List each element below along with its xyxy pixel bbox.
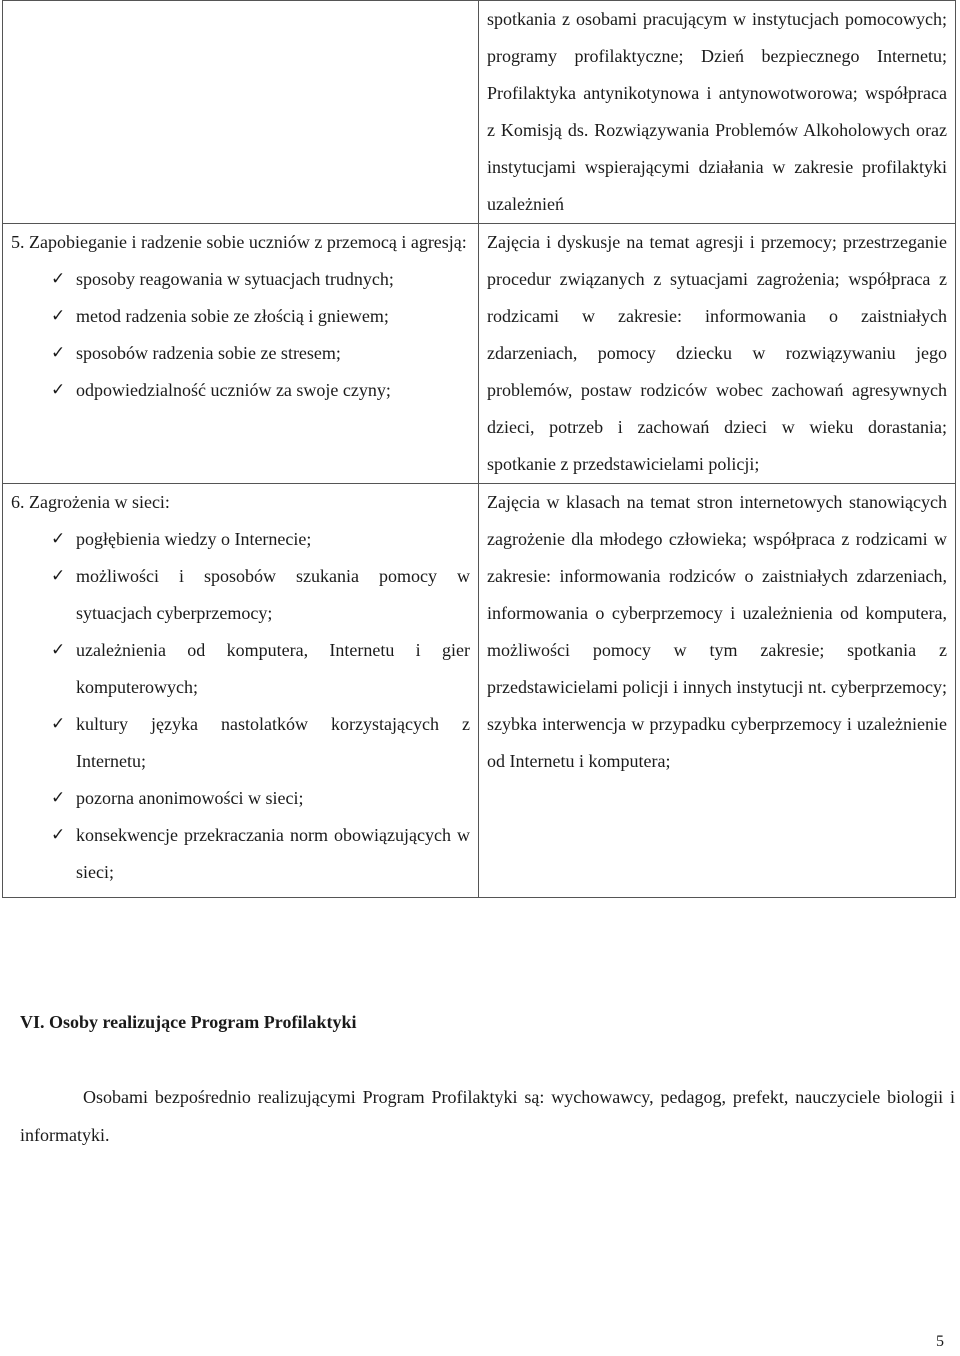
- row6-list: [11, 521, 470, 891]
- list-item: ✓ możliwości i sposobów szukania pomocy w sytuacjach cyberprzemocy;: [11, 558, 470, 632]
- row-top-right-cell: [479, 1, 956, 224]
- checkmark-icon: ✓: [51, 529, 66, 549]
- table-row: [3, 1, 956, 224]
- checkmark-icon: ✓: [51, 343, 66, 363]
- checkmark-icon: ✓: [51, 788, 66, 808]
- table-row: [3, 484, 956, 898]
- row-top-right-text: spotkania z osobami pracującym w instytucjach pomocowych; programy profilaktyczne; Dzień bezpiecznego Internetu; Profilaktyka antynikotynowa i antynowotworowa; współpraca z Komisją ds. Rozwiązywania Problemów Alkoholowych oraz instytucjami wspierającymi działania w zakresie profilaktyki uzależnień: [487, 9, 947, 214]
- program-table: [2, 0, 956, 898]
- row5-left-cell: [3, 224, 479, 484]
- row6-right-cell: [479, 484, 956, 898]
- list-item: ✓ kultury języka nastolatków korzystających z Internetu;: [11, 706, 470, 780]
- checkmark-icon: ✓: [51, 566, 66, 586]
- table-row: [3, 224, 956, 484]
- row5-title: 5. Zapobieganie i radzenie sobie uczniów z przemocą i agresją:: [11, 232, 467, 252]
- checkmark-icon: ✓: [51, 380, 66, 400]
- row5-right-cell: [479, 224, 956, 484]
- list-item: ✓ sposoby reagowania w sytuacjach trudnych;: [11, 261, 470, 298]
- section-heading: VI. Osoby realizujące Program Profilaktyki: [20, 1012, 357, 1032]
- row5-list: [11, 261, 470, 409]
- list-item: ✓ odpowiedzialność uczniów za swoje czyny;: [11, 372, 470, 409]
- checkmark-icon: ✓: [51, 714, 66, 734]
- list-item: ✓ pogłębienia wiedzy o Internecie;: [11, 521, 470, 558]
- row6-title: 6. Zagrożenia w sieci:: [11, 492, 170, 512]
- list-item: ✓ uzależnienia od komputera, Internetu i gier komputerowych;: [11, 632, 470, 706]
- list-item: ✓ pozorna anonimowości w sieci;: [11, 780, 470, 817]
- checkmark-icon: ✓: [51, 640, 66, 660]
- list-item: ✓ metod radzenia sobie ze złością i gniewem;: [11, 298, 470, 335]
- checkmark-icon: ✓: [51, 269, 66, 289]
- section-paragraph: Osobami bezpośrednio realizującymi Program Profilaktyki są: wychowawcy, pedagog, prefekt, nauczyciele biologii i informatyki.: [20, 1087, 955, 1145]
- row-top-left-cell: [3, 1, 479, 224]
- checkmark-icon: ✓: [51, 825, 66, 845]
- list-item: ✓ sposobów radzenia sobie ze stresem;: [11, 335, 470, 372]
- page-number: 5: [936, 1333, 944, 1350]
- row5-right-text: Zajęcia i dyskusje na temat agresji i przemocy; przestrzeganie procedur związanych z sytuacjami zagrożenia; współpraca z rodzicami w zakresie: informowania o zaistniałych zdarzeniach, pomocy dziecku w rozwiązywaniu jego problemów, postaw rodziców wobec zachowań agresywnych dzieci, potrzeb i zachowań dzieci w wieku dorastania; spotkanie z przedstawicielami policji;: [487, 232, 947, 474]
- list-item: ✓ konsekwencje przekraczania norm obowiązujących w sieci;: [11, 817, 470, 891]
- checkmark-icon: ✓: [51, 306, 66, 326]
- row6-right-text: Zajęcia w klasach na temat stron internetowych stanowiących zagrożenie dla młodego człowieka; współpraca z rodzicami w zakresie: informowania rodziców o zaistniałych zdarzeniach, informowania o cyberprzemocy i uzależnienia od komputera, możliwości pomocy w tym zakresie; spotkania z przedstawicielami policji i innych instytucji nt. cyberprzemocy; szybka interwencja w przypadku cyberprzemocy i uzależnienie od Internetu i komputera;: [487, 492, 947, 771]
- row6-left-cell: [3, 484, 479, 898]
